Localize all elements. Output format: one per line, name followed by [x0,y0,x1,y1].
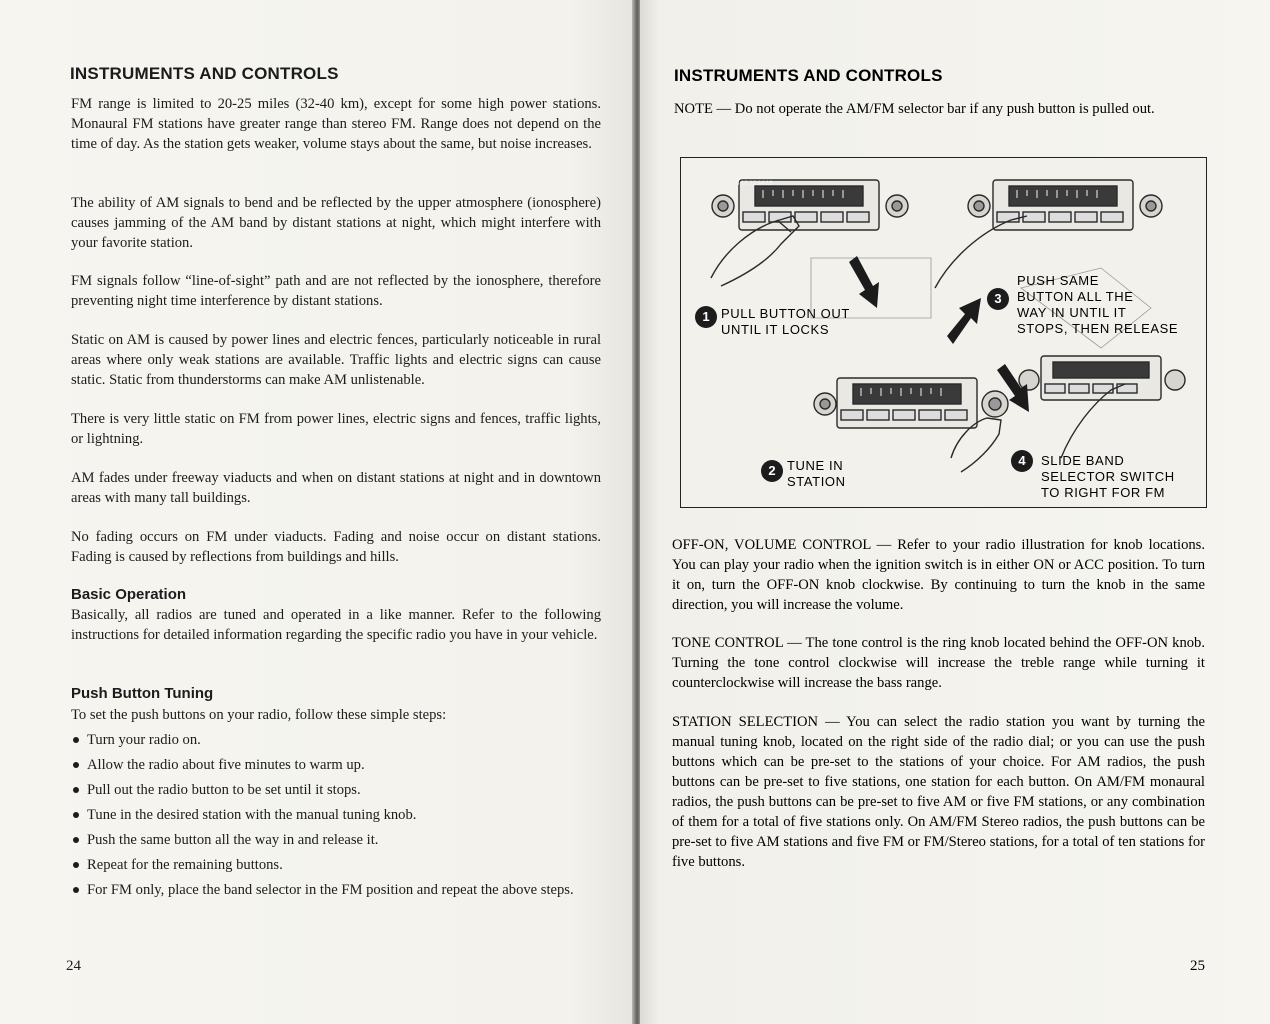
step-2-line-2: STATION [787,474,846,489]
paragraph-fm-fading: No fading occurs on FM under viaducts. Fading and noise occur on distant stations. Fading is caused by reflections from buildings and hills. [71,529,601,565]
push-button-tuning-intro: To set the push buttons on your radio, follow these simple steps: [71,707,447,723]
radio-unit-1 [711,180,908,286]
paragraph-off-on-volume: OFF-ON, VOLUME CONTROL — Refer to your radio illustration for knob locations. You can play your radio when the ignition switch is in either ON or ACC position. To turn it on, turn the OFF-ON knob clockwise. By continuing to turn the knob in the same direction, you will increase the volume. [672,537,1205,613]
paragraph-fm-static: There is very little static on FM from power lines, electric signs and fences, traffic lights, or lightning. [71,411,601,447]
step-2-badge: 2 [761,460,783,482]
list-item: Pull out the radio button to be set until it stops. [71,780,616,805]
step-1-line-1: PULL BUTTON OUT [721,306,850,321]
arrow-up-right-icon [947,298,981,344]
page-number-left: 24 [66,958,81,974]
step-3-line-4: STOPS, THEN RELEASE [1017,321,1179,336]
list-item: Repeat for the remaining buttons. [71,855,616,880]
step-3-line-1: PUSH SAME [1017,273,1099,288]
step-1-label [721,306,850,338]
step-4-line-3: TO RIGHT FOR FM [1041,485,1166,500]
left-page [0,0,634,1024]
page-number-right: 25 [1190,958,1205,974]
step-3-badge: 3 [987,288,1009,310]
list-item: For FM only, place the band selector in the FM position and repeat the above steps. [71,880,616,905]
push-button-illustration [680,157,1207,508]
paragraph-am-static: Static on AM is caused by power lines and electric fences, particularly noticeable in rural areas where only weak stations are available. Traffic lights and electric signs can cause static. Static from thunderstorms can make AM unlistenable. [71,332,601,388]
paragraph-tone-control: TONE CONTROL — The tone control is the ring knob located behind the OFF-ON knob. Turning the tone control clockwise will increase the treble range while turning it counterclockwise will increase the bass range. [672,635,1205,691]
list-item: Push the same button all the way in and release it. [71,830,616,855]
basic-operation-heading: Basic Operation [71,586,187,603]
radio-unit-4 [1019,356,1185,458]
paragraph-fm-range: FM range is limited to 20-25 miles (32-40 km), except for some high power stations. Monaural FM stations have greater range than stereo FM. Range does not depend on the time of day. As the station gets weaker, volume stays about the same, but noise increases. [71,96,601,152]
step-2-line-1: TUNE IN [787,458,844,473]
step-3-line-2: BUTTON ALL THE [1017,289,1134,304]
dial-scale-text: 5 6 7 8 10 12 14 16 [721,181,773,187]
step-4-label [1041,453,1175,501]
paragraph-am-fades: AM fades under freeway viaducts and when on distant stations at night and in downtown areas with many tall buildings. [71,470,601,506]
paragraph-station-selection: STATION SELECTION — You can select the radio station you want by turning the manual tuning knob, located on the right side of the radio dial; or you can use the push buttons which can be pre-set to the stations of your choice. For AM radios, the push buttons can be pre-set to five stations, one station for each button. On AM/FM monaural radios, the push buttons can be pre-set to five AM or five FM stations, or any combination of them for a total of five stations only. On AM/FM Stereo radios, the push buttons can be pre-set to five AM stations and five FM or FM/Stereo stations, for a total of ten stations for five buttons. [672,714,1205,870]
step-4-line-1: SLIDE BAND [1041,453,1125,468]
list-item: Tune in the desired station with the manual tuning knob. [71,805,616,830]
step-1-line-2: UNTIL IT LOCKS [721,322,830,337]
push-button-steps-list [71,730,616,905]
arrow-down-icon [849,256,879,308]
radio-unit-3 [935,180,1162,288]
paragraph-fm-line-of-sight: FM signals follow “line-of-sight” path and are not reflected by the ionosphere, therefore preventing night time interference by distant stations. [71,273,601,309]
right-page-heading: INSTRUMENTS AND CONTROLS [674,66,943,85]
list-item: Turn your radio on. [71,730,616,755]
basic-operation-text: Basically, all radios are tuned and operated in a like manner. Refer to the following instructions for detailed information regarding the specific radio you have in your vehicle. [71,607,601,643]
step-1-badge: 1 [695,306,717,328]
note-selector-bar: NOTE — Do not operate the AM/FM selector bar if any push button is pulled out. [674,101,1155,117]
step-2-label [787,458,846,490]
push-button-tuning-heading: Push Button Tuning [71,685,214,702]
step-3-label [1017,273,1178,337]
step-3-line-3: WAY IN UNTIL IT [1017,305,1127,320]
step-4-line-2: SELECTOR SWITCH [1041,469,1175,484]
list-item: Allow the radio about five minutes to warm up. [71,755,616,780]
step-4-badge: 4 [1011,450,1033,472]
paragraph-am-ionosphere: The ability of AM signals to bend and be reflected by the upper atmosphere (ionosphere) causes jamming of the AM band by distant stations at night, which might interfere with your favorite station. [71,195,601,251]
left-page-heading: INSTRUMENTS AND CONTROLS [70,64,339,83]
